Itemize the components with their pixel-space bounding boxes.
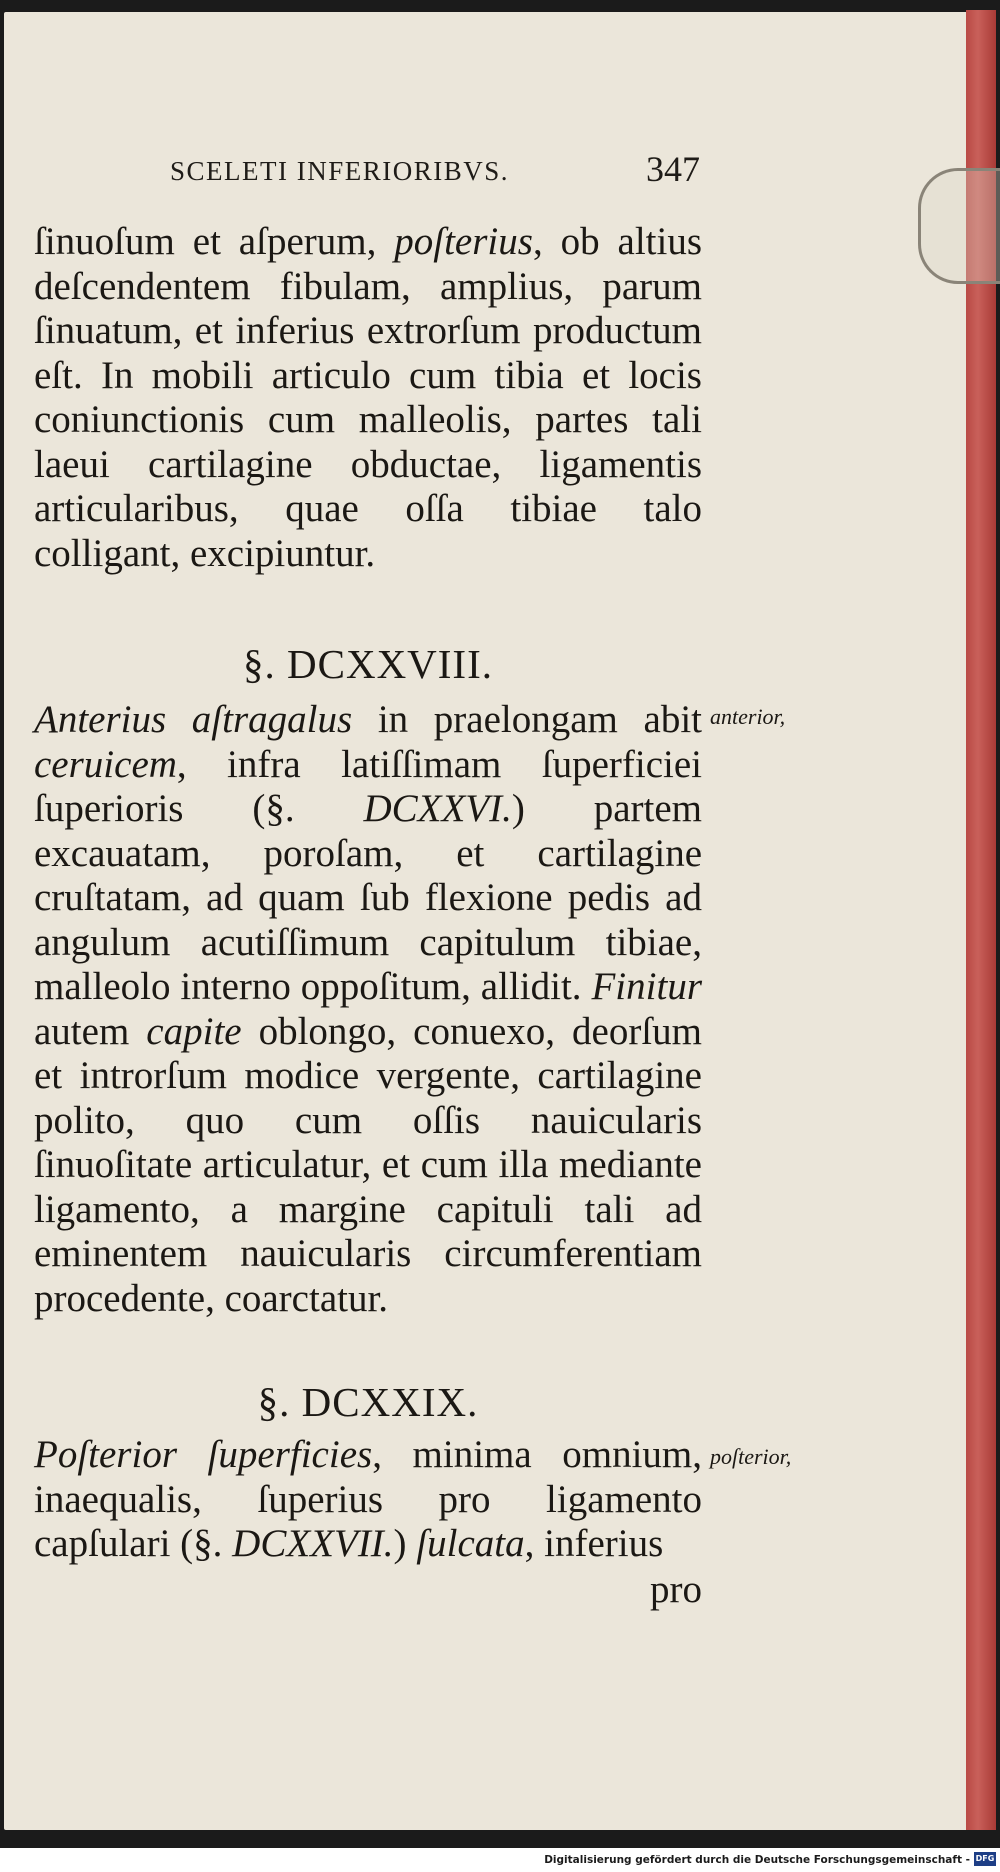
text-run: ſinuoſum et aſperum, xyxy=(34,220,395,263)
italic-run: DCXXVI. xyxy=(363,787,512,830)
margin-note-posterior: poſterior, xyxy=(710,1444,792,1469)
section-heading-dcxxix: §. DCXXIX. xyxy=(257,1379,479,1425)
page-clip-shadow xyxy=(918,168,1000,284)
paragraph-3 xyxy=(34,1433,702,1567)
footer-credit: Digitalisierung gefördert durch die Deutsche Forschungsgemeinschaft - xyxy=(544,1854,970,1866)
text-run: , minima omnium, inaequalis, ſuperius pro ligamento capſulari (§. xyxy=(34,1433,702,1565)
text-run: ) xyxy=(393,1522,417,1565)
paragraph-2 xyxy=(34,698,702,1321)
page-number: 347 xyxy=(646,149,700,189)
text-run: , infra latiſſimam ſuperficiei ſuperioris (§. xyxy=(34,742,702,830)
text-run: in praelongam abit xyxy=(352,698,702,741)
running-title: SCELETI INFERIORIBVS. xyxy=(170,156,510,186)
dfg-logo: DFG xyxy=(974,1852,996,1866)
paragraph-2-text xyxy=(34,698,702,1321)
italic-run: Finitur xyxy=(591,965,702,1008)
text-run: , inferius xyxy=(524,1522,664,1565)
italic-run: Poſterior ſuperficies xyxy=(34,1433,373,1476)
margin-note-anterior: anterior, xyxy=(710,704,786,729)
section-heading-dcxxviii: §. DCXXVIII. xyxy=(243,641,493,687)
italic-run: DCXXVII. xyxy=(232,1522,394,1565)
text-run: , ob altius deſcendentem fibulam, amplius, parum ſinuatum, et inferius extrorſum productum eſt. In mobili articulo cum tibia et locis coniunctionis cum malleolis, partes tali laeui cartilagine obductae, ligamentis articularibus, quae oſſa tibiae talo colligant, excipiuntur. xyxy=(34,220,703,575)
text-run: ) partem excauatam, poroſam, et cartilagine cruſtatam, ad quam ſub flexione pedis ad angulum acutiſſimum capitulum tibiae, malleolo interno oppoſitum, allidit. xyxy=(34,787,702,1008)
text-run: oblongo, conuexo, deorſum et introrſum modice vergente, cartilagine polito, quo cum oſſis nauicularis ſinuoſitate articulatur, et cum illa mediante ligamento, a margine capituli tali ad eminentem nauicularis circumferentiam procedente, coarctatur. xyxy=(34,1009,702,1320)
text-run: autem xyxy=(34,1009,147,1053)
italic-run: ſulcata xyxy=(416,1522,525,1565)
paragraph-3-text xyxy=(34,1433,702,1567)
page-header xyxy=(170,148,700,192)
paragraph-1-text xyxy=(34,220,702,576)
digitization-footer xyxy=(0,1848,1000,1872)
italic-run: capite xyxy=(146,1009,242,1053)
italic-run: Anterius aſtragalus xyxy=(34,698,353,741)
italic-run: poſterius xyxy=(394,220,533,263)
italic-run: ceruicem xyxy=(34,742,177,786)
catchword: pro xyxy=(650,1568,702,1611)
paragraph-1 xyxy=(34,220,702,576)
